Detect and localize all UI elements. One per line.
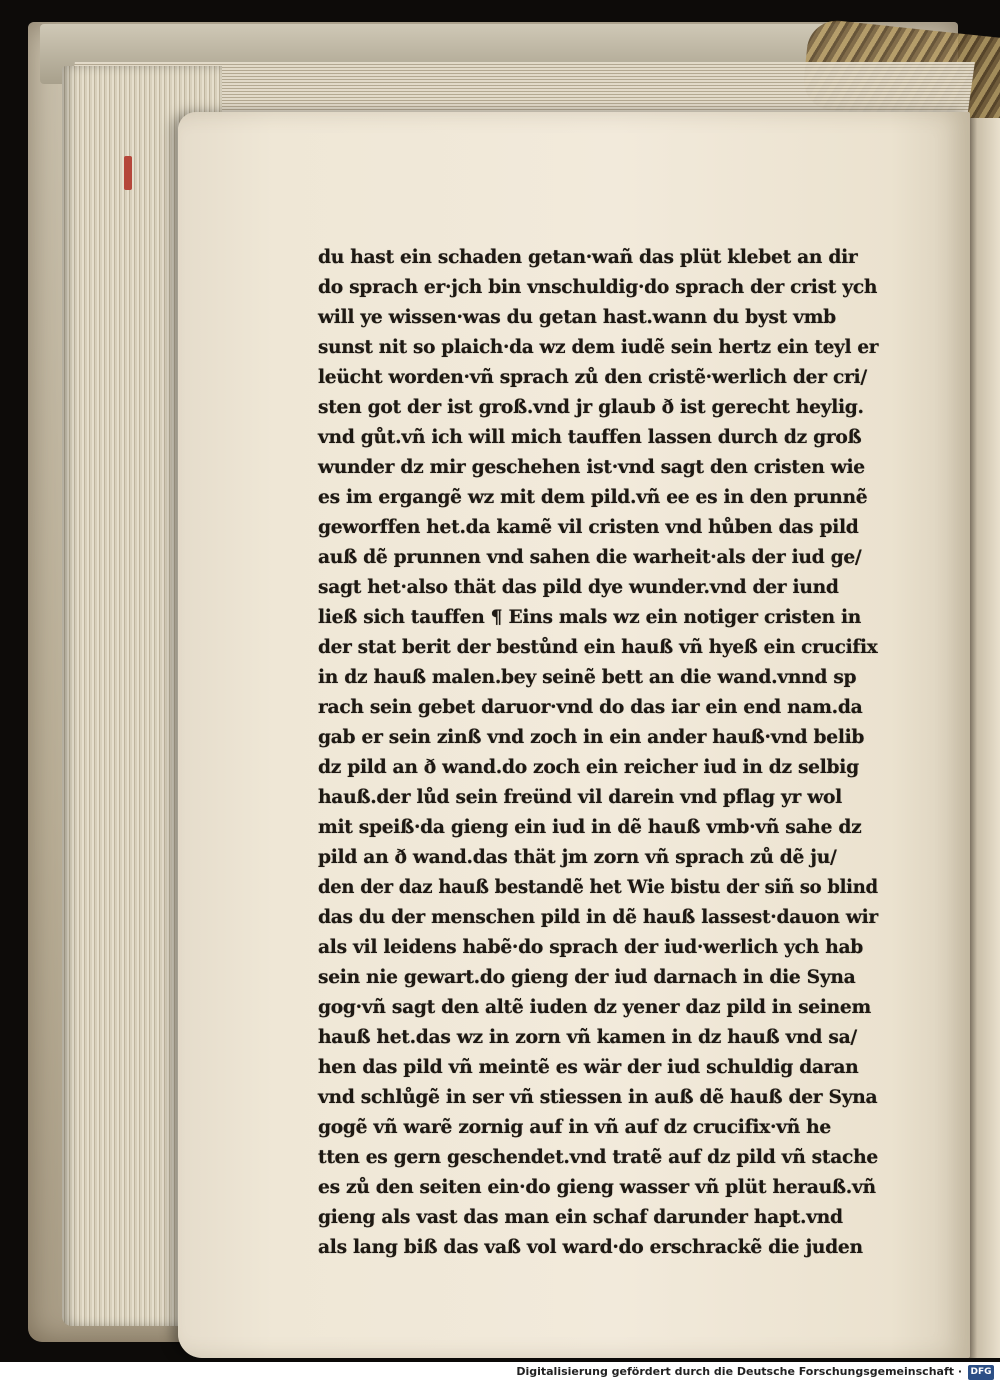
text-line: sein nie gewart.do gieng der iud darnach in die Syna: [318, 966, 856, 988]
printed-text-block: [318, 242, 888, 1262]
text-line: der stat berit der bestůnd ein hauß vñ hyeß ein crucifix: [318, 636, 878, 658]
text-line: du hast ein schaden getan·wañ das plüt klebet an dir: [318, 246, 858, 268]
text-line: gog·vñ sagt den altẽ iuden dz yener daz pild in seinem: [318, 996, 871, 1018]
text-line: gogẽ vñ warẽ zornig auf in vñ auf dz crucifix·vñ he: [318, 1116, 832, 1138]
text-line: dz pild an ð wand.do zoch ein reicher iud in dz selbig: [318, 756, 859, 778]
text-line: das du der menschen pild in dẽ hauß lassest·dauon wir: [318, 906, 878, 928]
text-line: geworffen het.da kamẽ vil cristen vnd hůben das pild: [318, 516, 859, 538]
text-line: hauß het.das wz in zorn vñ kamen in dz hauß vnd sa/: [318, 1026, 857, 1048]
text-line: do sprach er·jch bin vnschuldig·do sprach der crist ych: [318, 276, 878, 298]
text-line: als lang biß das vaß vol ward·do erschrackẽ die juden: [318, 1236, 863, 1258]
text-line: es im ergangẽ wz mit dem pild.vñ ee es in den prunnẽ: [318, 486, 868, 508]
footer-bar: [0, 1362, 1000, 1383]
text-line: sten got der ist groß.vnd jr glaub ð ist gerecht heylig.: [318, 396, 864, 418]
red-page-marker: [124, 156, 132, 190]
text-line: hauß.der lůd sein freünd vil darein vnd pflag yr wol: [318, 786, 842, 808]
text-line: als vil leidens habẽ·do sprach der iud·werlich ych hab: [318, 936, 864, 958]
text-line: hen das pild vñ meintẽ es wär der iud schuldig daran: [318, 1056, 859, 1078]
text-line: es zů den seiten ein·do gieng wasser vñ plüt herauß.vñ: [318, 1176, 876, 1198]
text-line: vnd schlůgẽ in ser vñ stiessen in auß dẽ hauß der Syna: [318, 1086, 878, 1108]
text-line: sunst nit so plaich·da wz dem iudẽ sein hertz ein teyl er: [318, 336, 879, 358]
text-line: den der daz hauß bestandẽ het Wie bistu der siñ so blind: [318, 876, 878, 898]
text-line: in dz hauß malen.bey seinẽ bett an die wand.vnnd sp: [318, 666, 857, 688]
text-line: gab er sein zinß vnd zoch in ein ander hauß·vnd belib: [318, 726, 865, 748]
text-line: auß dẽ prunnen vnd sahen die warheit·als der iud ge/: [318, 546, 862, 568]
text-line: gieng als vast das man ein schaf darunder hapt.vnd: [318, 1206, 843, 1228]
text-line: sagt het·also thät das pild dye wunder.vnd der iund: [318, 576, 839, 598]
text-line: vnd gůt.vñ ich will mich tauffen lassen durch dz groß: [318, 426, 862, 448]
text-line: rach sein gebet daruor·vnd do das iar ein end nam.da: [318, 696, 863, 718]
text-line: ließ sich tauffen ¶ Eins mals wz ein notiger cristen in: [318, 606, 862, 628]
text-line: will ye wissen·was du getan hast.wann du byst vmb: [318, 306, 836, 328]
dfg-logo: DFG: [968, 1365, 994, 1380]
text-line: wunder dz mir geschehen ist·vnd sagt den cristen wie: [318, 456, 865, 478]
funding-credit: Digitalisierung gefördert durch die Deutsche Forschungsgemeinschaft ·: [516, 1365, 962, 1378]
text-line: leücht worden·vñ sprach zů den cristẽ·werlich der cri/: [318, 366, 867, 388]
text-line: pild an ð wand.das thät jm zorn vñ sprach zů dẽ ju/: [318, 846, 837, 868]
text-line: mit speiß·da gieng ein iud in dẽ hauß vmb·vñ sahe dz: [318, 816, 862, 838]
text-line: tten es gern geschendet.vnd tratẽ auf dz pild vñ stache: [318, 1146, 878, 1168]
